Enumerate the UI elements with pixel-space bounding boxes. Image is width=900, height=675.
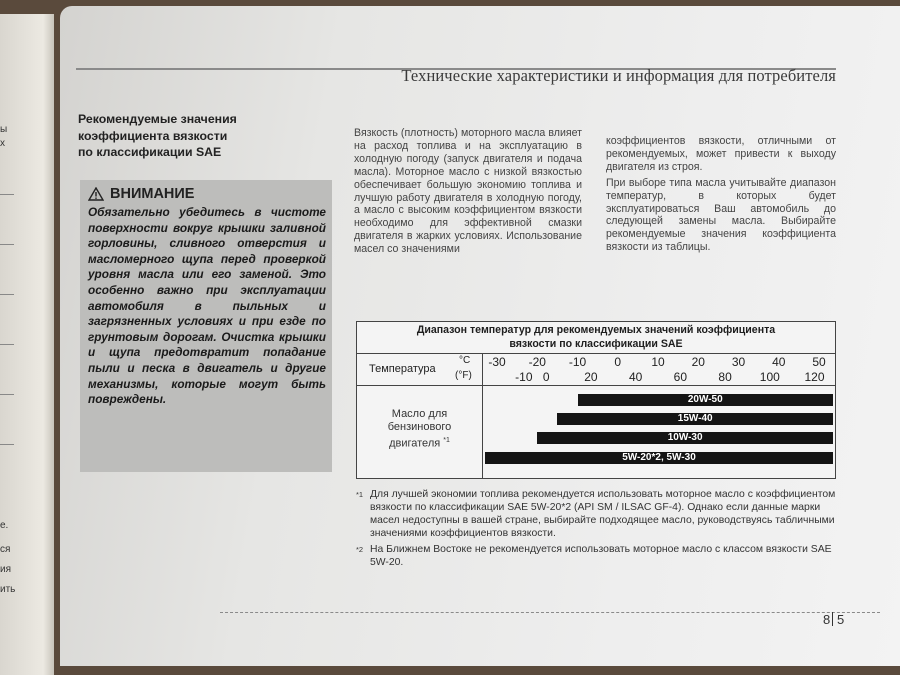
oil-type-label <box>357 386 483 479</box>
adjacent-page-rule <box>0 294 14 295</box>
fahrenheit-tick-label: 0 <box>542 370 550 384</box>
manual-page <box>60 6 900 666</box>
viscosity-temperature-table <box>356 321 836 479</box>
footer-rule <box>220 612 880 613</box>
fahrenheit-tick-label: 60 <box>673 370 688 384</box>
celsius-tick-label: -20 <box>528 355 546 369</box>
adjacent-page-text: ся <box>0 544 11 555</box>
adjacent-page-rule <box>0 394 14 395</box>
fahrenheit-unit: (°F) <box>455 370 472 381</box>
table-title <box>357 322 835 354</box>
section-title-line: коэффициента вязкости <box>78 128 228 143</box>
warning-title: ВНИМАНИЕ <box>110 186 195 202</box>
celsius-tick-label: -30 <box>488 355 506 369</box>
fahrenheit-tick-label: 80 <box>718 370 732 384</box>
oil-label-text: двигателя <box>389 437 441 450</box>
footnote <box>356 488 838 540</box>
celsius-tick-label: 30 <box>731 355 746 369</box>
footnotes <box>356 488 838 572</box>
oil-label-line: Масло для <box>391 408 448 420</box>
viscosity-bar: 15W-40 <box>557 413 833 425</box>
footnote-text: Для лучшей экономии топлива рекомендуется использовать моторное масло с коэффициентом вязкости по классификации SAE 5W-20*2 (API SM / ILSAC GF-4). Однако если данные марки масел недоступны в вашей стране, выбирайте подходящее масло, руководствуясь табличными значениями коэффициентов вязкости. <box>370 489 836 539</box>
section-title-line: Рекомендуемые значения <box>78 112 237 126</box>
text-column-right <box>606 135 836 254</box>
footnote-mark: *1 <box>356 490 364 499</box>
celsius-tick-label: 40 <box>772 355 786 369</box>
footnote-marker: *1 <box>443 437 450 444</box>
warning-heading <box>88 184 326 204</box>
footnote-text: На Ближнем Востоке не рекомендуется использовать моторное масло с классом вязкости SAE 5W-20. <box>370 544 832 568</box>
adjacent-page-text: ия <box>0 564 12 575</box>
warning-box <box>80 180 332 472</box>
celsius-tick-label: 0 <box>614 355 622 369</box>
adjacent-page-edge <box>0 14 54 675</box>
adjacent-page-rule <box>0 244 14 245</box>
temperature-scale-row <box>357 354 835 386</box>
adjacent-page-rule <box>0 344 14 345</box>
section-title <box>78 111 298 161</box>
adjacent-page-text: ы <box>0 124 8 135</box>
footnote <box>356 543 838 569</box>
celsius-unit: °C <box>459 355 471 366</box>
celsius-tick-label: 10 <box>651 355 665 369</box>
table-title-line: вязкости по классификации SAE <box>509 337 683 350</box>
celsius-tick-label: 20 <box>691 355 705 369</box>
warning-triangle-icon <box>88 187 104 201</box>
oil-label-line <box>357 434 482 451</box>
fahrenheit-tick-label: -10 <box>515 370 533 384</box>
table-title-line: Диапазон температур для рекомендуемых значений коэффициента <box>416 324 776 336</box>
celsius-tick-label: 50 <box>812 355 826 369</box>
page-divider <box>832 612 833 626</box>
page-number: 5 <box>837 612 845 627</box>
adjacent-page-text: е. <box>0 520 9 531</box>
oil-label-line: бензинового <box>387 421 452 433</box>
text-column-middle <box>354 127 582 256</box>
fahrenheit-tick-label: 20 <box>584 370 598 384</box>
paragraph: При выборе типа масла учитывайте диапазон температур, в которых будет эксплуатироваться Ваш автомобиль до следующей замены масла. Выбирайте рекомендуемые значения коэффициента вязкости из таблицы. <box>606 176 836 254</box>
adjacent-page-rule <box>0 194 14 195</box>
celsius-tick-label: -10 <box>568 355 587 369</box>
warning-text: Обязательно убедитесь в чистоте поверхности вокруг крышки заливной горловины, сливного отверстия и масломерного щупа перед проверкой уровня масла или его заменой. Это особенно важно при эксплуатации автомобиля в пыльных и загрязненных условиях и при езде по грунтовым дорогам. Очистка крышки и щупа предотвратит попадание пыли и песка в двигатель и другие механизмы, которые могут быть повреждены. <box>88 205 326 407</box>
paragraph: коэффициентов вязкости, отличными от рекомендуемых, может привести к выходу двигателя из строя. <box>606 135 836 173</box>
adjacent-page-text: х <box>0 138 5 149</box>
running-header: Технические характеристики и информация для потребителя <box>401 66 836 85</box>
fahrenheit-tick-label: 100 <box>759 370 780 384</box>
viscosity-bar: 10W-30 <box>537 432 833 444</box>
footnote-mark: *2 <box>356 545 364 554</box>
fahrenheit-tick-label: 40 <box>628 370 643 384</box>
chapter-number: 8 <box>823 612 831 627</box>
fahrenheit-tick-label: 120 <box>804 370 825 384</box>
paragraph: Вязкость (плотность) моторного масла влияет на расход топлива и на эксплуатацию в холодную погоду (запуск двигателя и подача масла). Моторное масло с низкой вязкостью обеспечивает большую экономию топлива и лучшую работу двигателя в холодную погоду, а масло с высоким коэффициентом вязкости необходимо для эффективной смазки двигателя в жарких условиях. Использование масел со значениями <box>354 127 582 256</box>
adjacent-page-text: ить <box>0 584 16 595</box>
section-title-line: по классификации SAE <box>78 145 222 159</box>
adjacent-page-rule <box>0 444 14 445</box>
viscosity-bar: 5W-20*2, 5W-30 <box>485 452 833 464</box>
viscosity-bar: 20W-50 <box>578 394 834 406</box>
temperature-label-cell <box>357 354 483 385</box>
temperature-label: Температура <box>369 363 436 375</box>
